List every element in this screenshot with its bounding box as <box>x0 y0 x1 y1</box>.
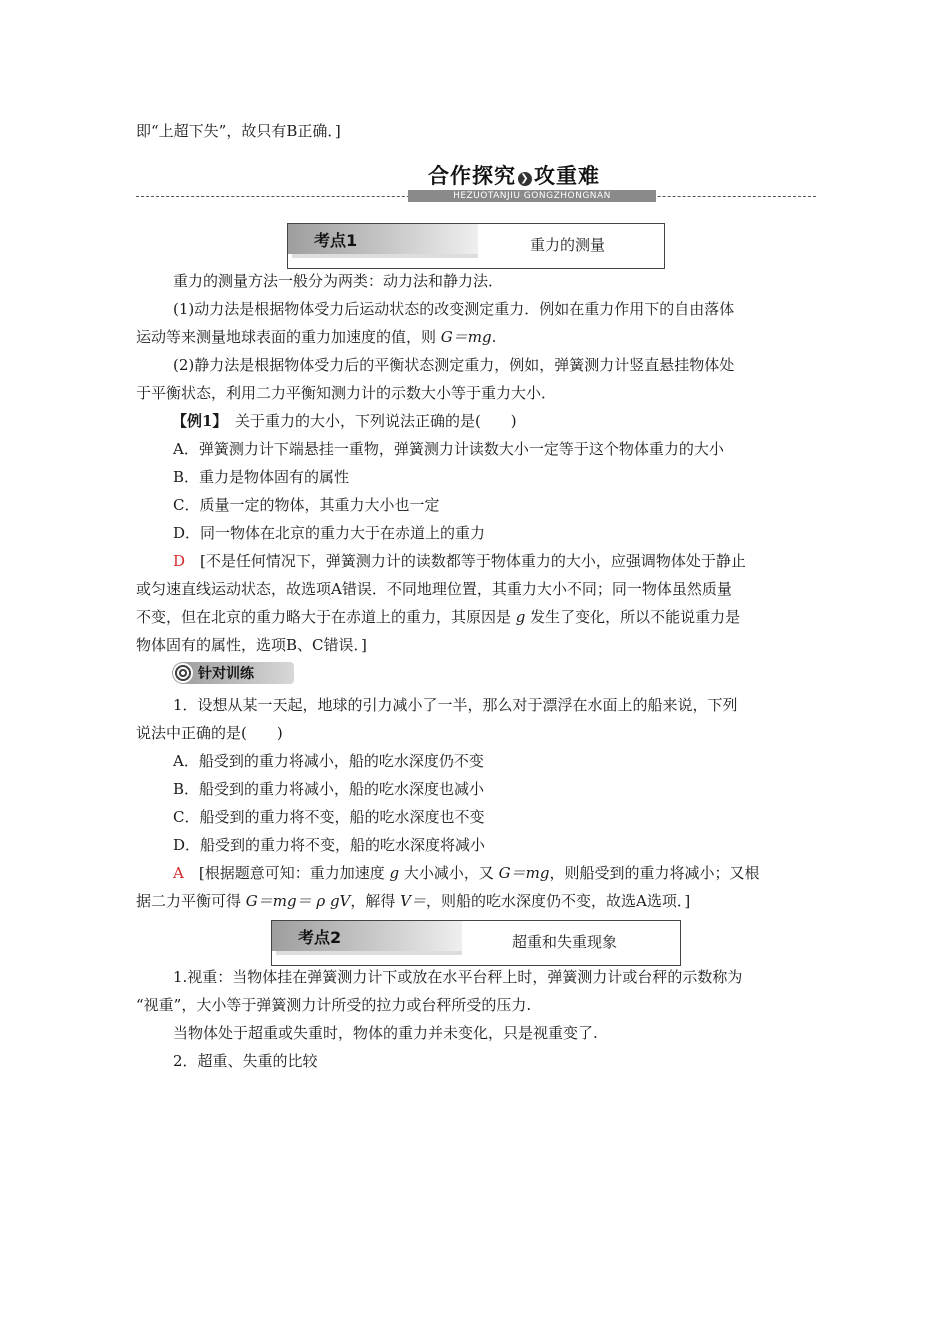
target-icon <box>173 663 193 683</box>
explanation-line <box>173 551 746 571</box>
option-c: C．船受到的重力将不变，船的吃水深度也不变 <box>173 808 485 826</box>
example-label: 【例1】 <box>172 412 220 430</box>
formula: V＝ <box>400 892 427 910</box>
option-b: B．重力是物体固有的属性 <box>173 468 350 486</box>
formula: G＝mg <box>498 864 550 882</box>
text-span: ，则船的吃水深度仍不变，故选A选项．] <box>426 892 691 910</box>
explanation-line <box>136 891 690 911</box>
paragraph-line: 2．超重、失重的比较 <box>173 1052 318 1070</box>
topic-label: 考点2 <box>298 928 342 947</box>
option-c: C．质量一定的物体，其重力大小也一定 <box>173 496 440 514</box>
question-text: 关于重力的大小，下列说法正确的是( ) <box>219 412 517 430</box>
paragraph-line: (2)静力法是根据物体受力后的平衡状态测定重力，例如，弹簧测力计竖直悬挂物体处 <box>173 356 735 374</box>
section-title-left: 合作探究 <box>428 164 516 188</box>
text-span: [不是任何情况下，弹簧测力计的读数都等于物体重力的大小，应强调物体处于静止 <box>185 552 746 570</box>
arrow-icon: ❯ <box>518 172 532 186</box>
explanation-line <box>136 607 740 627</box>
text-span: 大小减小，又 <box>399 864 499 882</box>
formula: G＝mg＝ ρ gV <box>245 892 351 910</box>
explanation-line: 物体固有的属性，选项B、C错误．] <box>136 636 367 654</box>
exercise-question: 说法中正确的是( ) <box>136 724 283 742</box>
topic-label: 考点1 <box>314 231 358 250</box>
continued-answer-text: 即“上超下失”，故只有B正确．] <box>136 122 341 140</box>
formula: g <box>515 608 526 626</box>
topic-box-1 <box>287 223 665 269</box>
topic-name: 超重和失重现象 <box>512 933 618 951</box>
text-span: 运动等来测量地球表面的重力加速度的值，则 <box>136 328 441 346</box>
training-heading <box>172 662 294 684</box>
answer-letter: A <box>173 864 184 882</box>
text-span: [根据题意可知：重力加速度 <box>183 864 390 882</box>
text-span: 据二力平衡可得 <box>136 892 246 910</box>
text-span: . <box>491 328 497 346</box>
answer-letter: D <box>173 552 186 570</box>
topic-box-2 <box>271 920 681 966</box>
option-b: B．船受到的重力将减小，船的吃水深度也减小 <box>173 780 485 798</box>
explanation-line: 或匀速直线运动状态，故选项A错误．不同地理位置，其重力大小不同；同一物体虽然质量 <box>136 580 732 598</box>
formula: G＝mg <box>440 328 492 346</box>
paragraph-line: 于平衡状态，利用二力平衡知测力计的示数大小等于重力大小． <box>136 384 557 402</box>
topic-tab-shadow <box>276 951 462 955</box>
text-span: 发生了变化，所以不能说重力是 <box>525 608 741 626</box>
explanation-line <box>173 863 759 883</box>
text-span: 不变，但在北京的重力略大于在赤道上的重力，其原因是 <box>136 608 516 626</box>
exercise-question: 1．设想从某一天起，地球的引力减小了一半，那么对于漂浮在水面上的船来说，下列 <box>173 696 738 714</box>
option-d: D．同一物体在北京的重力大于在赤道上的重力 <box>173 524 486 542</box>
section-title-right: 攻重难 <box>534 164 600 188</box>
section-subtitle: HEZUOTANJIU GONGZHONGNAN <box>408 190 656 202</box>
option-a: A．船受到的重力将减小，船的吃水深度仍不变 <box>173 752 484 770</box>
section-title <box>424 160 604 190</box>
text-span: ，解得 <box>350 892 401 910</box>
paragraph-line <box>136 327 496 347</box>
formula: g <box>389 864 400 882</box>
paragraph-line: 当物体处于超重或失重时，物体的重力并未变化，只是视重变了. <box>173 1024 598 1042</box>
topic-name: 重力的测量 <box>530 236 606 254</box>
paragraph-line: (1)动力法是根据物体受力后运动状态的改变测定重力．例如在重力作用下的自由落体 <box>173 300 735 318</box>
section-banner <box>136 158 816 206</box>
text-span: ，则船受到的重力将减小；又根 <box>549 864 760 882</box>
paragraph-line: “视重”，大小等于弹簧测力计所受的拉力或台秤所受的压力. <box>136 996 532 1014</box>
option-a: A．弹簧测力计下端悬挂一重物，弹簧测力计读数大小一定等于这个物体重力的大小 <box>173 440 724 458</box>
paragraph-line: 1.视重：当物体挂在弹簧测力计下或放在水平台秤上时，弹簧测力计或台秤的示数称为 <box>173 968 743 986</box>
training-label: 针对训练 <box>198 666 254 682</box>
topic-tab-shadow <box>292 254 478 258</box>
option-d: D．船受到的重力将不变，船的吃水深度将减小 <box>173 836 486 854</box>
intro-paragraph: 重力的测量方法一般分为两类：动力法和静力法． <box>173 272 504 290</box>
example-question <box>172 411 517 431</box>
